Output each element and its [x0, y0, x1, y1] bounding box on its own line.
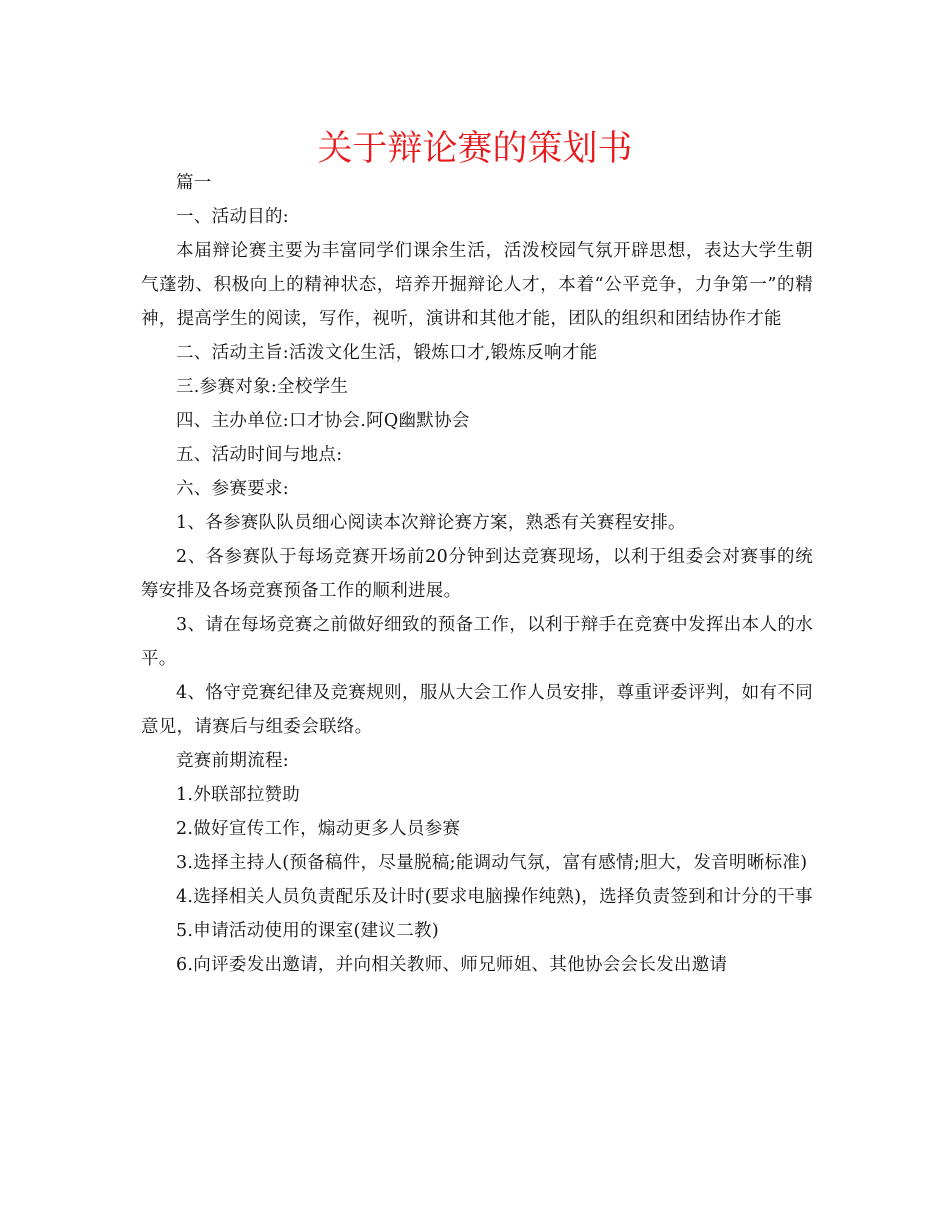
- paragraph-process-5: 5.申请活动使用的课室(建议二教): [176, 921, 439, 941]
- paragraph-participants: 三.参赛对象:全校学生: [176, 377, 349, 397]
- paragraph-process-3: 3.选择主持人(预备稿件，尽量脱稿;能调动气氛，富有感情;胆大，发音明晰标准): [176, 853, 808, 873]
- paragraph-process-1: 1.外联部拉赞助: [176, 785, 301, 805]
- paragraph-process-4: 4.选择相关人员负责配乐及计时(要求电脑操作纯熟)，选择负责签到和计分的干事: [176, 887, 813, 907]
- paragraph-process-2: 2.做好宣传工作，煽动更多人员参赛: [176, 819, 461, 839]
- paragraph-requirement-3: 3、请在每场竞赛之前做好细致的预备工作，以利于辩手在竞赛中发挥出本人的水平。: [141, 615, 813, 669]
- paragraph-process-6: 6.向评委发出邀请，并向相关教师、师兄师姐、其他协会会长发出邀请: [176, 955, 728, 975]
- paragraph-requirement-4: 4、恪守竞赛纪律及竞赛规则，服从大会工作人员安排，尊重评委评判，如有不同意见，请赛后与组委会联络。: [141, 683, 813, 737]
- paragraph-heading-preprocess: 竞赛前期流程:: [176, 751, 289, 771]
- paragraph-purpose-text: 本届辩论赛主要为丰富同学们课余生活，活泼校园气氛开辟思想，表达大学生朝气蓬勃、积极向上的精神状态，培养开掘辩论人才，本着“公平竞争，力争第一”的精神，提高学生的阅读，写作，视听，演讲和其他才能，团队的组织和团结协作才能: [141, 241, 813, 329]
- paragraph-section-label: 篇一: [176, 173, 212, 193]
- document-title: 关于辩论赛的策划书: [317, 129, 633, 169]
- paragraph-time-place: 五、活动时间与地点:: [176, 445, 343, 465]
- document-body: [141, 166, 813, 982]
- paragraph-requirement-2: 2、各参赛队于每场竞赛开场前20分钟到达竞赛现场，以利于组委会对赛事的统筹安排及各场竞赛预备工作的顺利进展。: [141, 547, 813, 601]
- paragraph-heading-requirements: 六、参赛要求:: [176, 479, 289, 499]
- paragraph-requirement-1: 1、各参赛队队员细心阅读本次辩论赛方案，熟悉有关赛程安排。: [176, 513, 686, 533]
- paragraph-heading-purpose: 一、活动目的:: [176, 207, 289, 227]
- paragraph-organizers: 四、主办单位:口才协会.阿Q幽默协会: [176, 411, 470, 431]
- paragraph-theme: 二、活动主旨:活泼文化生活，锻炼口才,锻炼反响才能: [176, 343, 598, 363]
